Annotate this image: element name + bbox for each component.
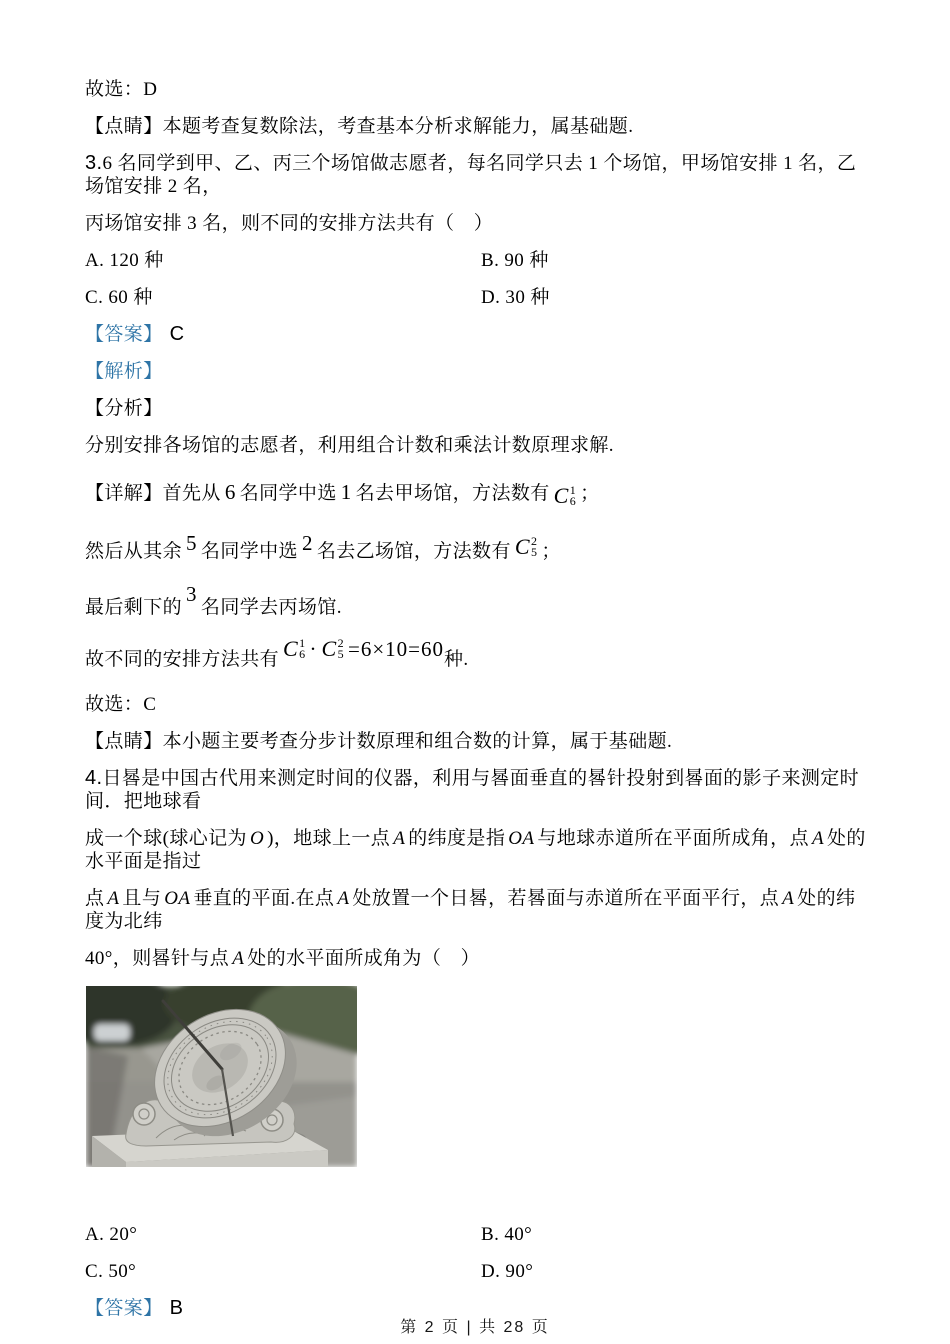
- q4-option-c: C. 50°: [85, 1261, 137, 1282]
- q3-detail-line1: 【详解】首先从 6 名同学中选 1 名去甲场馆，方法数有 C 1 6 ；: [85, 480, 600, 508]
- q4-number: 4.: [85, 767, 103, 789]
- q3-option-a: A. 120 种: [85, 250, 164, 271]
- answer-label: 【答案】: [85, 1298, 163, 1319]
- q4-options-row2: [85, 1260, 867, 1283]
- q3-note: [85, 730, 867, 753]
- q4-answer-value: B: [169, 1297, 184, 1319]
- page-footer: 第 2 页 | 共 28 页: [400, 1319, 550, 1336]
- q3-detail-line4: 故不同的安排方法共有 C 1 6 · C 2 5 =6×10=60 种.: [85, 636, 469, 670]
- note-text: 本小题主要考查分步计数原理和组合数的计算，属于基础题.: [162, 731, 673, 752]
- q4-stem-line2: 成一个球(球心记为 O )，地球上一点 A 的纬度是指 OA 与地球赤道所在平面所成角，点 A 处的水平面是指过: [85, 828, 866, 872]
- q4-stem-line3: 点 A 且与 OA 垂直的平面.在点 A 处放置一个日晷，若晷面与赤道所在平面平行，点 A 处的纬度为北纬: [85, 888, 856, 932]
- q3-number: 3.: [85, 152, 103, 174]
- q3-options-row1: [85, 249, 867, 272]
- q4-stem-line4: 40°，则晷针与点 A 处的水平面所成角为（ ）: [85, 948, 481, 969]
- q3-options-row2: [85, 286, 867, 309]
- q3-conclusion: 故选：C: [85, 694, 157, 715]
- q3-fenxi-label: 【分析】: [85, 398, 163, 419]
- q3-option-b: B. 90 种: [481, 250, 549, 271]
- prev-conclusion: 故选：D: [85, 79, 158, 100]
- q4-stem-line1: [85, 767, 867, 813]
- detail-label: 【详解】: [85, 483, 163, 504]
- q3-detail-line3: 最后剩下的3名同学去丙场馆.: [85, 582, 342, 618]
- q4-option-a: A. 20°: [85, 1224, 138, 1245]
- q4-stem-text1: 日晷是中国古代用来测定时间的仪器，利用与晷面垂直的晷针投射到晷面的影子来测定时间．把地球看: [85, 768, 860, 812]
- q4-option-d: D. 90°: [481, 1261, 534, 1282]
- answer-label: 【答案】: [85, 324, 163, 345]
- q3-detail-line2: 然后从其余 5 名同学中选 2 名去乙场馆，方法数有 C 2 5 ；: [85, 531, 561, 562]
- prev-note: [85, 115, 867, 138]
- note-text: 本题考查复数除法，考查基本分析求解能力，属基础题.: [162, 116, 634, 137]
- q3-stem-text1: 6 名同学到甲、乙、丙三个场馆做志愿者，每名同学只去 1 个场馆，甲场馆安排 1 名，乙场馆安排 2 名，: [85, 153, 857, 197]
- combination-product-formula: C 1 6 · C 2 5 =6×10=60: [283, 636, 445, 661]
- q4-option-b: B. 40°: [481, 1224, 533, 1245]
- q3-option-d: D. 30 种: [481, 287, 550, 308]
- q4-options-row1: [85, 1223, 867, 1246]
- q3-fenxi-text: 分别安排各场馆的志愿者，利用组合计数和乘法计数原理求解.: [85, 435, 614, 456]
- document-content: [85, 78, 867, 1334]
- q3-answer-value: C: [169, 323, 185, 345]
- sundial-photo: [86, 986, 357, 1167]
- q3-option-c: C. 60 种: [85, 287, 153, 308]
- q3-stem-line1: [85, 152, 867, 198]
- note-label: 【点睛】: [85, 731, 163, 752]
- q3-stem-line2: 丙场馆安排 3 名，则不同的安排方法共有（ ）: [85, 213, 494, 234]
- q3-jiexi-label: 【解析】: [85, 361, 163, 382]
- note-label: 【点睛】: [85, 116, 163, 137]
- combination-formula-c52: C 2 5: [514, 534, 538, 559]
- q3-answer-line: [85, 323, 867, 346]
- combination-formula-c61: C 1 6: [553, 483, 577, 508]
